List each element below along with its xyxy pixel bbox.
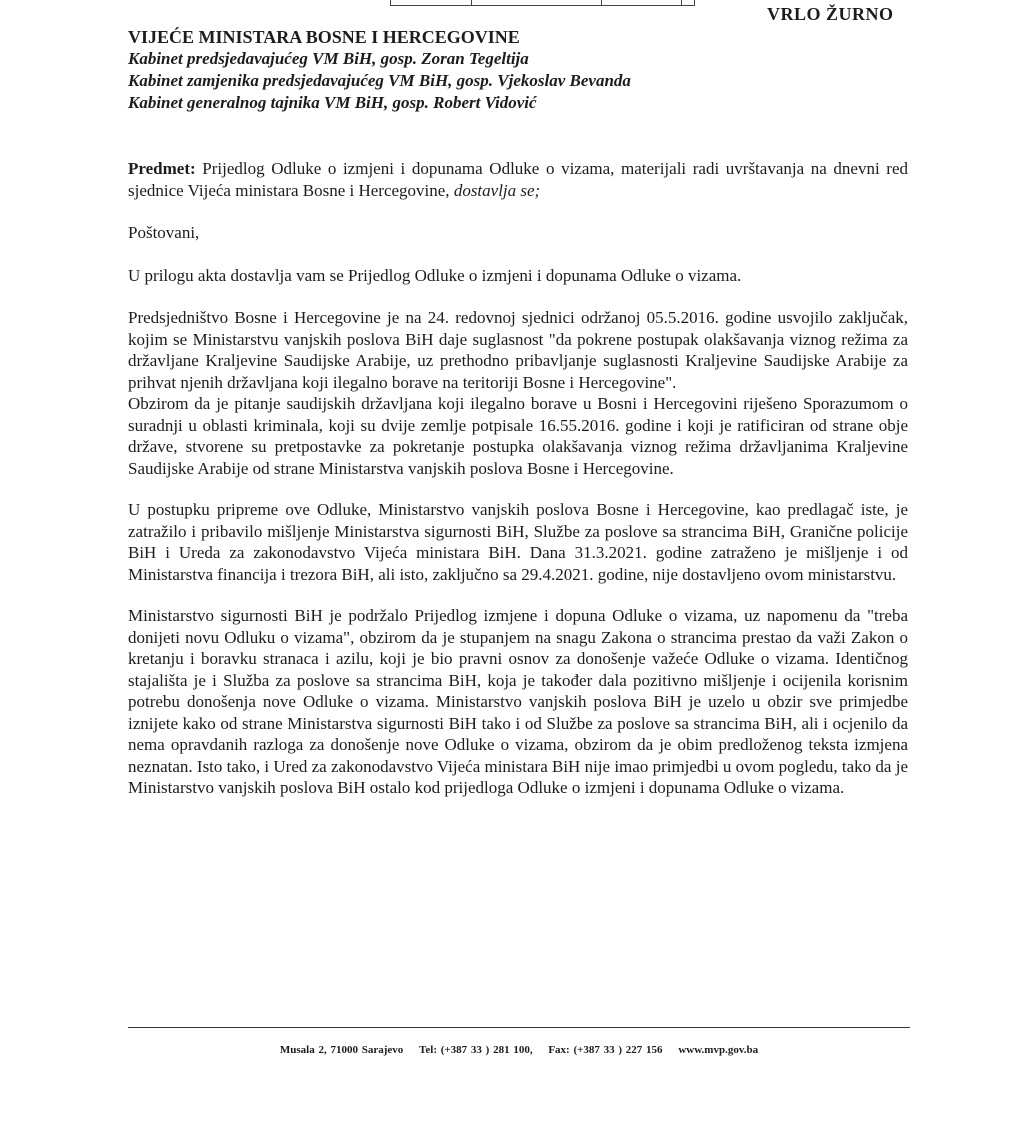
paragraph-3: Obzirom da je pitanje saudijskih državljana koji ilegalno borave u Bosni i Hercegovini riješeno Sporazumom o suradnji u oblasti kriminala, koji su dvije zemlje potpisale 16.55.2016. godine i koji je ratificiran od strane obje države, stvorene su pretpostavke za pokretanje postupka olakšavanja viznog režima državljanima Kraljevine Saudijske Arabije od strane Ministarstva vanjskih poslova Bosne i Hercegovine.	[128, 394, 908, 478]
paragraph-1: U prilogu akta dostavlja vam se Prijedlog Odluke o izmjeni i dopunama Odluke o vizama.	[128, 265, 742, 285]
paragraph-2: Predsjedništvo Bosne i Hercegovine je na 24. redovnoj sjednici održanoj 05.5.2016. godine usvojilo zaključak, kojim se Ministarstvu vanjskih poslova BiH daje suglasnost "da pokrene postupak olakšavanja viznog režima za državljane Kraljevine Saudijske Arabije, uz prethodno pribavljanje suglasnosti Kraljevine Saudijske Arabije za prihvat njenih državljana koji ilegalno borave na teritoriji Bosne i Hercegovine".	[128, 308, 908, 392]
recipient-block	[128, 26, 908, 114]
footer-address: Musala 2, 71000 Sarajevo	[279, 1044, 404, 1056]
subject-line	[128, 158, 908, 201]
recipient-cabinet-3: Kabinet generalnog tajnika VM BiH, gosp. Robert Vidović	[128, 93, 537, 112]
footer-web: www.mvp.gov.ba	[678, 1044, 759, 1056]
recipient-cabinet-1: Kabinet predsjedavajućeg VM BiH, gosp. Zoran Tegeltija	[128, 49, 529, 68]
salutation: Poštovani,	[128, 223, 200, 242]
subject-emphasis: dostavlja se;	[453, 180, 541, 200]
footer-contact	[128, 1044, 910, 1056]
subject-text: Prijedlog Odluke o izmjeni i dopunama Odluke o vizama, materijali radi uvrštavanja na dnevni red sjednice Vijeća ministara Bosne i Hercegovine,	[128, 159, 908, 200]
paragraph-5: Ministarstvo sigurnosti BiH je podržalo Prijedlog izmjene i dopuna Odluke o vizama, uz napomenu da "treba donijeti novu Odluku o vizama", obzirom da je stupanjem na snagu Zakona o strancima prestao da važi Zakon o kretanju i boravku stranaca i azilu, koji je bio pravni osnov za donošenje važeće Odluke o vizama. Identičnog stajališta je i Služba za poslove sa strancima BiH, koja je također dala pozitivno mišljenje i ocijenila korisnim potrebu donošenja nove Odluke o vizama. Ministarstvo vanjskih poslova BiH je uzelo u obzir sve primjedbe iznijete kako od strane Ministarstva sigurnosti BiH tako i od Službe za poslove sa strancima BiH, ali i ocjenilo da nema opravdanih razloga za donošenje nove Odluke o vizama, obzirom da je obim predloženog teksta izmjena neznatan. Isto tako, i Ured za zakonodavstvo Vijeća ministara BiH nije imao primjedbi u ovom pogledu, tako da je Ministarstvo vanjskih poslova BiH ostalo kod prijedloga Odluke o izmjeni i dopunama Odluke o vizama.	[128, 606, 908, 797]
subject-label: Predmet:	[128, 159, 196, 178]
recipient-organization: VIJEĆE MINISTARA BOSNE I HERCEGOVINE	[128, 27, 520, 47]
paragraph-4: U postupku pripreme ove Odluke, Ministarstvo vanjskih poslova Bosne i Hercegovine, kao predlagač iste, je zatražilo i pribavilo mišljenje Ministarstva sigurnosti BiH, Službe za poslove sa strancima BiH, Granične policije BiH i Ureda za zakonodavstvo Vijeća ministara BiH. Dana 31.3.2021. godine zatraženo je mišljenje i od Ministarstva financija i trezora BiH, ali isto, zaključno sa 29.4.2021. godine, nije dostavljeno ovom ministarstvu.	[128, 500, 908, 584]
letter-body	[128, 158, 908, 799]
urgency-label: VRLO ŽURNO	[767, 4, 894, 24]
footer-tel: Tel: (+387 33 ) 281 100,	[419, 1044, 533, 1056]
footer-divider	[128, 1027, 910, 1028]
stamp-box-fragment	[390, 0, 695, 6]
footer-fax: Fax: (+387 33 ) 227 156	[548, 1044, 663, 1056]
recipient-cabinet-2: Kabinet zamjenika predsjedavajućeg VM BiH, gosp. Vjekoslav Bevanda	[128, 71, 631, 90]
